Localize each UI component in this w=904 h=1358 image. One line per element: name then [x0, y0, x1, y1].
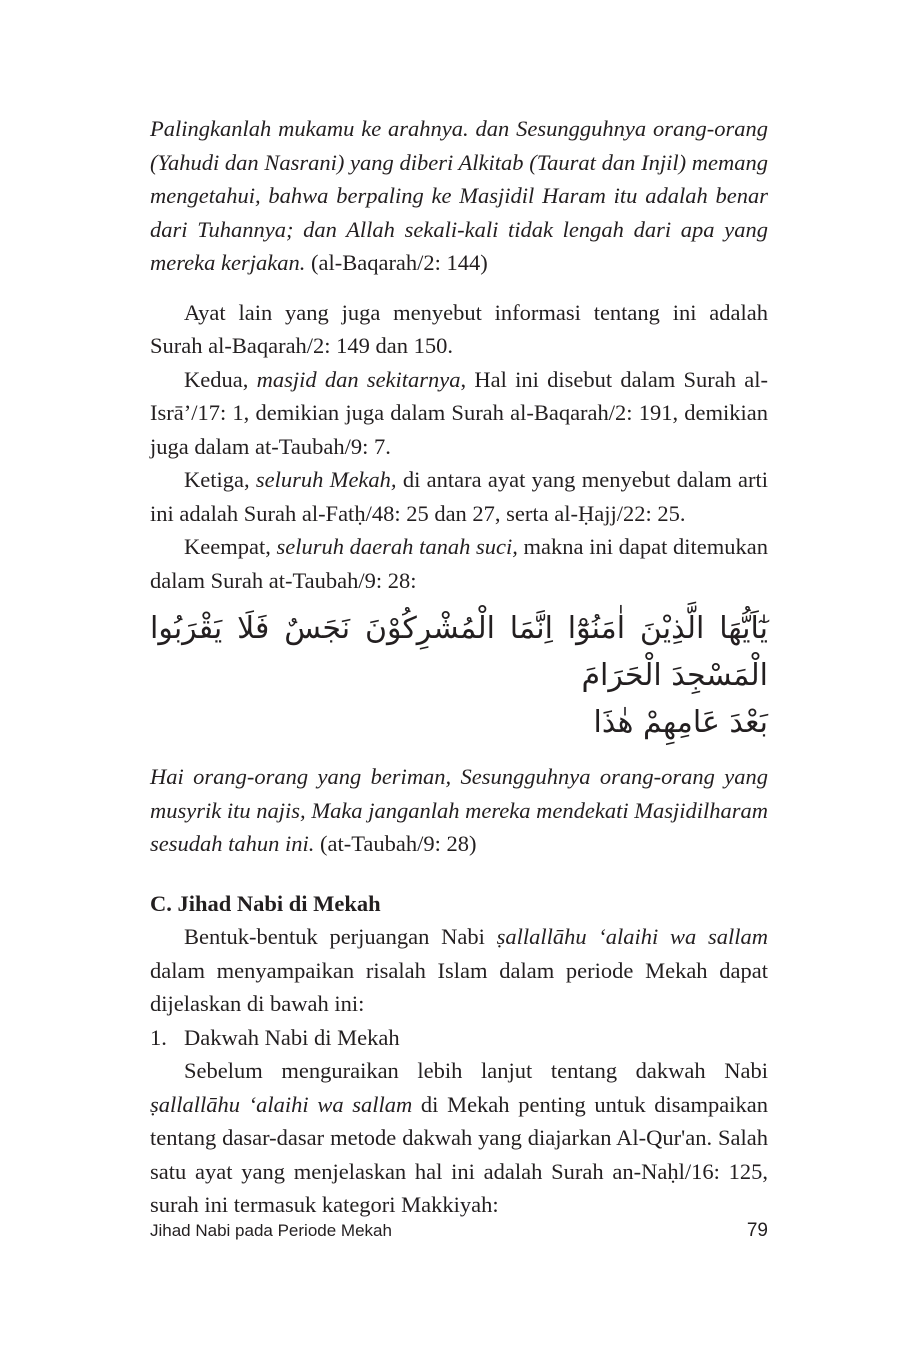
- quote-baqarah-144: [150, 112, 768, 280]
- paragraph-lead: Ketiga,: [184, 467, 256, 492]
- quote-translation: Hai orang-orang yang beriman, Sesungguhnya orang-orang yang musyrik itu najis, Maka janganlah mereka mendekati Masjidilharam sesudah tahun ini.: [150, 764, 768, 856]
- paragraph-lead: Kedua,: [184, 366, 257, 392]
- page-number: 79: [746, 1220, 768, 1241]
- page-footer: [150, 1220, 768, 1242]
- paragraph-keempat: [150, 530, 768, 597]
- paragraph-lead: Bentuk-bentuk perjuangan Nabi: [184, 924, 497, 949]
- page-body: [150, 112, 768, 1222]
- paragraph-emphasis: ṣallallāhu ‘alaihi wa sallam: [150, 1091, 413, 1117]
- paragraph-rest: di Mekah penting untuk disampaikan tentang dasar-dasar metode dakwah yang diajarkan Al-Qur'an. Salah satu ayat yang menjelaskan hal ini adalah Surah an-Naḥl/16: 125, surah ini termasuk kategori Makkiyah:: [150, 1091, 768, 1217]
- paragraph-emphasis: seluruh daerah tanah suci,: [276, 534, 518, 559]
- list-item-number: 1.: [150, 1024, 167, 1050]
- list-item: [150, 1021, 768, 1055]
- paragraph-lead: Sebelum menguraikan lebih lanjut tentang dakwah Nabi: [184, 1058, 768, 1083]
- section-intro: [150, 920, 768, 1021]
- arabic-verse: [150, 605, 768, 746]
- section-body: [150, 1054, 768, 1222]
- paragraph-ketiga: [150, 463, 768, 530]
- paragraph-emphasis: seluruh Mekah,: [255, 467, 397, 492]
- running-title: Jihad Nabi pada Periode Mekah: [150, 1221, 392, 1240]
- paragraph-rest: makna ini dapat ditemukan dalam Surah at-Taubah/9: 28:: [150, 534, 768, 593]
- arabic-verse-line-1: يٰٓاَيُّهَا الَّذِيْنَ اٰمَنُوْٓا اِنَّمَا الْمُشْرِكُوْنَ نَجَسٌ فَلَا يَقْرَبُوا الْمَسْجِدَ الْحَرَامَ: [150, 611, 768, 693]
- paragraph-kedua: [150, 363, 768, 464]
- quote-citation: (al-Baqarah/2: 144): [305, 250, 488, 275]
- paragraph-emphasis: masjid dan sekitarnya: [256, 366, 461, 392]
- arabic-verse-line-2: بَعْدَ عَامِهِمْ هٰذَا: [593, 705, 768, 740]
- paragraph-rest: di antara ayat yang menyebut dalam arti ini adalah Surah al-Fatḥ/48: 25 dan 27, serta al-Ḥajj/22: 25.: [150, 467, 768, 526]
- section-heading: C. Jihad Nabi di Mekah: [150, 890, 381, 916]
- quote-translation: Palingkanlah mukamu ke arahnya. dan Sesungguhnya orang-orang (Yahudi dan Nasrani) yang diberi Alkitab (Taurat dan Injil) memang mengetahui, bahwa berpaling ke Masjidil Haram itu adalah benar dari Tuhannya; dan Allah sekali-kali tidak lengah dari apa yang mereka kerjakan.: [150, 116, 768, 275]
- quote-taubah-28: [150, 760, 768, 861]
- list-item-label: Dakwah Nabi di Mekah: [184, 1024, 400, 1050]
- quote-citation: (at-Taubah/9: 28): [314, 831, 477, 856]
- paragraph-rest: dalam menyampaikan risalah Islam dalam periode Mekah dapat dijelaskan di bawah ini:: [150, 957, 768, 1016]
- paragraph-rest: , Hal ini disebut dalam Surah al-Isrā’/17: 1, demikian juga dalam Surah al-Baqarah/2: 191, demikian juga dalam at-Taubah/9: 7.: [150, 366, 769, 459]
- paragraph-lead: Keempat,: [184, 534, 277, 559]
- paragraph-emphasis: ṣallallāhu ‘alaihi wa sallam: [496, 924, 768, 949]
- paragraph-other-verses: Ayat lain yang juga menyebut informasi tentang ini adalah Surah al-Baqarah/2: 149 dan 150.: [150, 299, 768, 358]
